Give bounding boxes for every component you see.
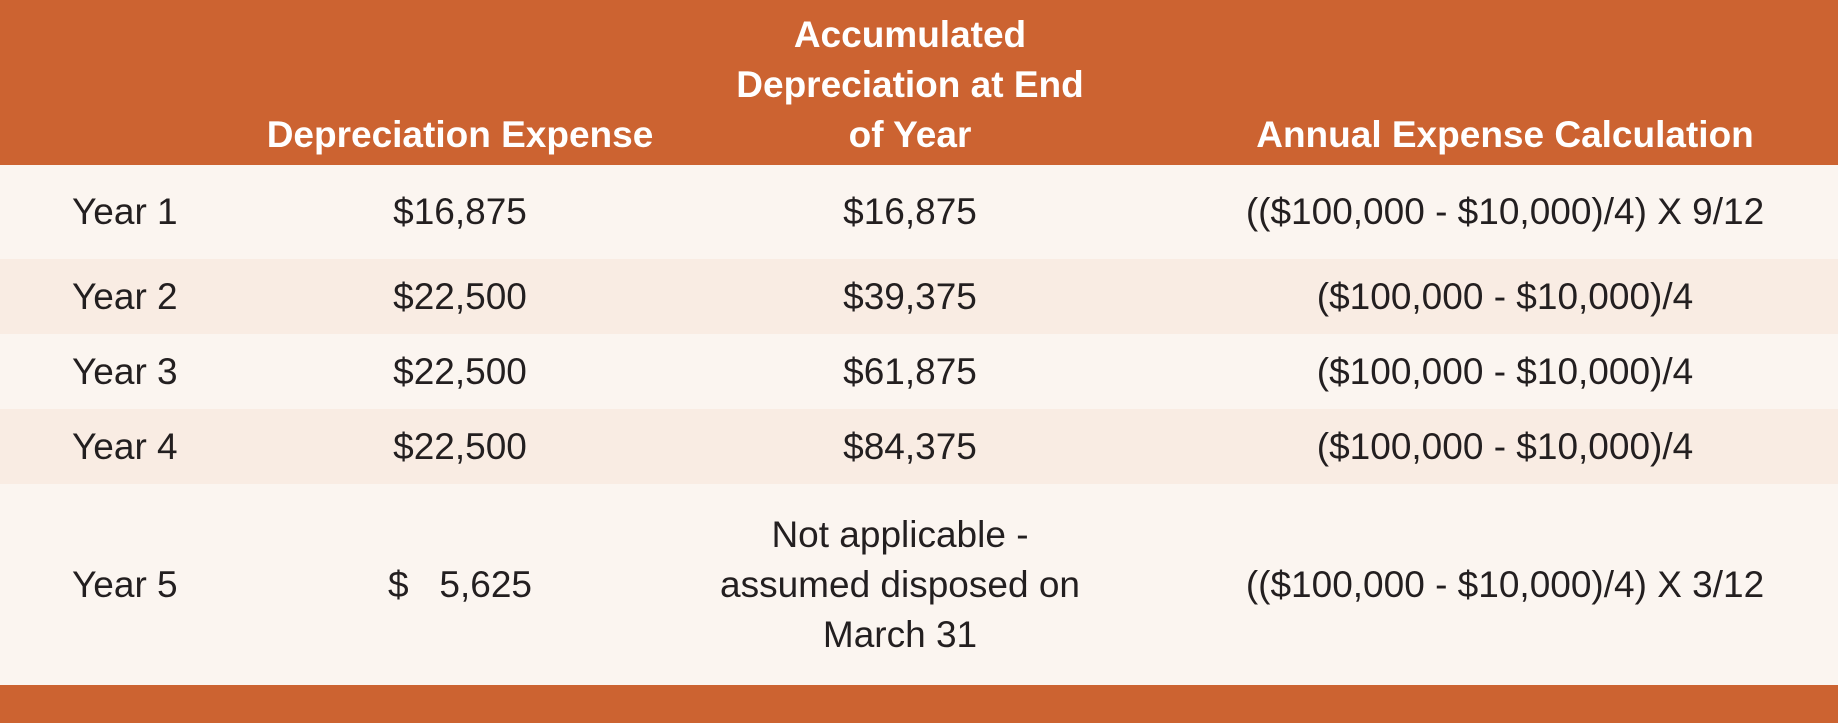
cell-accumulated: Not applicable - assumed disposed on March 31 xyxy=(720,513,1080,655)
cell-calculation: ($100,000 - $10,000)/4 xyxy=(1316,275,1694,317)
header-annual-expense-calculation: Annual Expense Calculation xyxy=(1256,114,1754,155)
cell-calculation: ($100,000 - $10,000)/4 xyxy=(1316,350,1694,392)
header-depreciation-expense: Depreciation Expense xyxy=(266,114,654,155)
cell-accumulated: $84,375 xyxy=(843,425,977,467)
cell-year: Year 5 xyxy=(72,563,178,605)
cell-accumulated: $61,875 xyxy=(843,350,977,392)
cell-expense: $ 5,625 xyxy=(387,563,532,605)
cell-year: Year 3 xyxy=(72,350,178,392)
header-accumulated-depreciation: Accumulated Depreciation at End of Year xyxy=(736,14,1084,155)
cell-year: Year 1 xyxy=(72,191,178,232)
table-row xyxy=(0,165,1838,259)
cell-accumulated: $39,375 xyxy=(843,275,977,317)
cell-calculation: (($100,000 - $10,000)/4) X 3/12 xyxy=(1245,563,1765,605)
cell-expense: $22,500 xyxy=(393,425,527,467)
table-row xyxy=(0,409,1838,484)
table-footer-bar xyxy=(0,685,1838,723)
cell-year: Year 2 xyxy=(72,275,178,317)
cell-accumulated: $16,875 xyxy=(843,191,977,232)
cell-calculation: ($100,000 - $10,000)/4 xyxy=(1316,425,1694,467)
cell-calculation: (($100,000 - $10,000)/4) X 9/12 xyxy=(1245,191,1765,232)
cell-expense: $16,875 xyxy=(393,191,527,232)
table-row xyxy=(0,484,1838,685)
table-header xyxy=(0,0,1838,165)
cell-expense: $22,500 xyxy=(393,350,527,392)
cell-year: Year 4 xyxy=(72,425,178,467)
table-row xyxy=(0,259,1838,334)
cell-expense: $22,500 xyxy=(393,275,527,317)
table-row xyxy=(0,334,1838,409)
